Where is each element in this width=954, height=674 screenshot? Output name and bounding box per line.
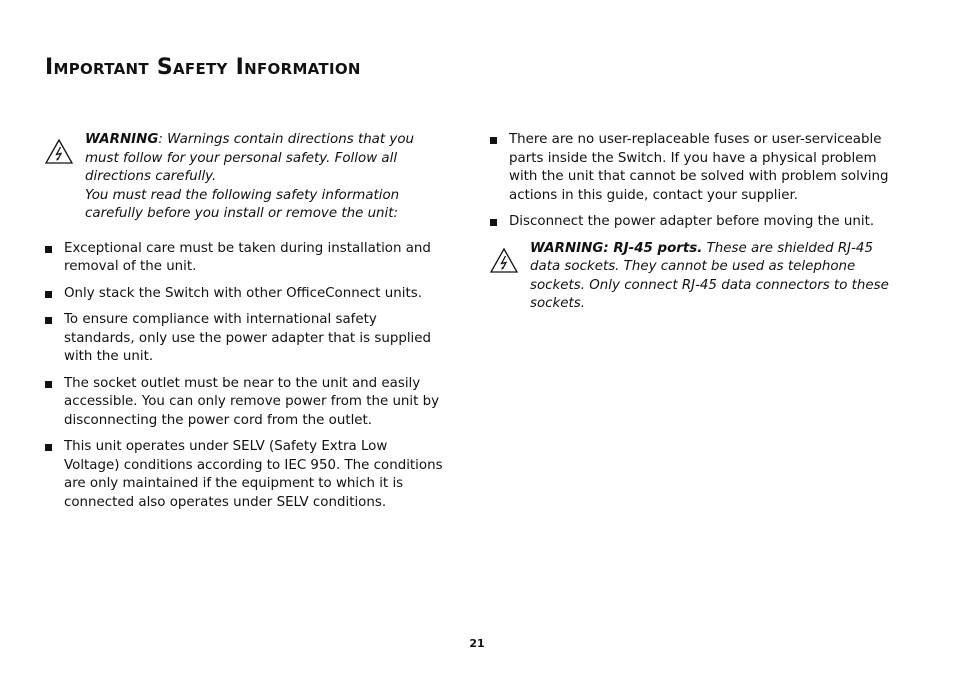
general-warning-text	[85, 131, 444, 187]
bullet-icon	[490, 137, 497, 144]
list-item-text: Exceptional care must be taken during installation and removal of the unit.	[64, 240, 431, 274]
list-item-text: To ensure compliance with international safety standards, only use the power adapter that is supplied with the unit.	[64, 312, 432, 364]
list-item	[44, 285, 444, 304]
right-bullet-list	[489, 131, 889, 232]
list-item	[44, 240, 444, 277]
list-item-text: There are no user-replaceable fuses or user-serviceable parts inside the Switch. If you have a physical problem with the unit that cannot be solved with problem solving actions in this guide, contact your supplier.	[509, 132, 889, 203]
list-item	[489, 131, 889, 205]
left-bullet-list	[44, 240, 444, 513]
page-number: 21	[469, 637, 485, 650]
list-item-text: Disconnect the power adapter before moving the unit.	[509, 214, 875, 229]
general-warning-instruction: You must read the following safety information carefully before you install or remove the unit:	[85, 187, 400, 221]
rj45-warning-label: WARNING: RJ-45 ports.	[530, 240, 703, 256]
left-column	[44, 131, 444, 520]
rj45-warning-body: These are shielded RJ-45 data sockets. They cannot be used as telephone sockets. Only connect RJ-45 data connectors to these sockets.	[530, 240, 889, 311]
right-column	[489, 131, 889, 314]
list-item-text: The socket outlet must be near to the unit and easily accessible. You can only remove power from the unit by disconnecting the power cord from the outlet.	[64, 375, 440, 428]
bullet-icon	[45, 381, 52, 388]
list-item	[44, 375, 444, 431]
page-title: Important Safety Information	[45, 55, 361, 80]
bullet-icon	[490, 219, 497, 226]
warning-body: : Warnings contain directions that you must follow for your personal safety. Follow all directions carefully.	[85, 132, 414, 184]
list-item	[489, 213, 889, 232]
bullet-icon	[45, 291, 52, 298]
list-item	[44, 438, 444, 512]
list-item-text: This unit operates under SELV (Safety Extra Low Voltage) conditions according to IEC 950. The conditions are only maintained if the equipment to which it is connected also operates under SELV conditions.	[64, 439, 443, 510]
bullet-icon	[45, 317, 52, 324]
list-item-text: Only stack the Switch with other OfficeConnect units.	[64, 285, 422, 301]
rj45-warning	[489, 240, 889, 314]
warning-label: WARNING	[85, 132, 159, 147]
warning-triangle-lightning-icon	[44, 138, 74, 165]
list-item	[44, 311, 444, 367]
warning-triangle-lightning-icon	[489, 247, 519, 274]
bullet-icon	[45, 246, 52, 253]
general-warning	[44, 131, 444, 224]
rj45-warning-text	[530, 240, 889, 314]
bullet-icon	[45, 444, 52, 451]
